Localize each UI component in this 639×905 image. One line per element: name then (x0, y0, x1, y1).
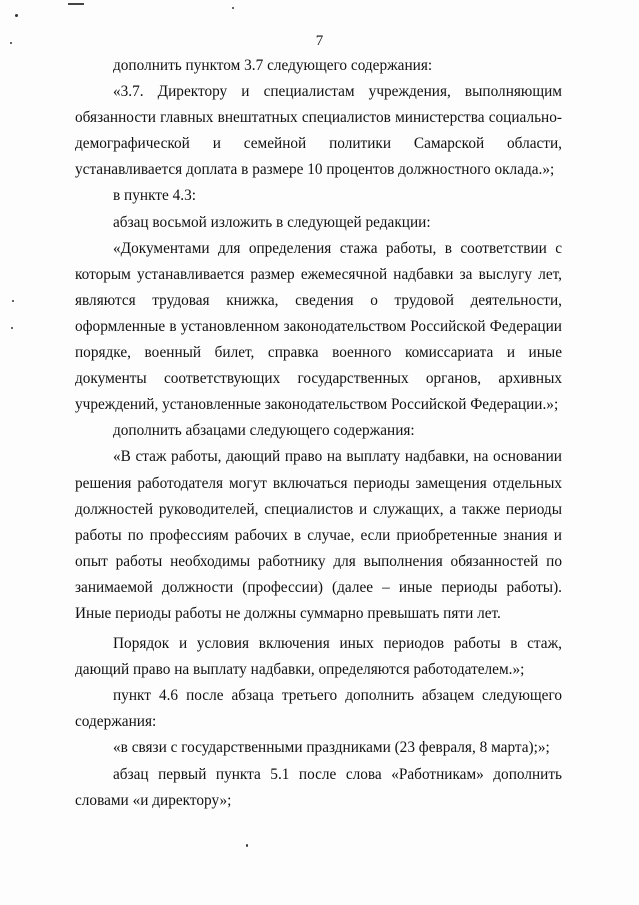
paragraph: «3.7. Директору и специалистам учреждения, выполняющим обязанности главных внештатных специалистов министерства социально-демографической и семейной политики Самарской области, устанавливается доплата в размере 10 процентов должностного оклада.»; (75, 83, 562, 179)
scan-speck (232, 7, 234, 9)
paragraph: «В стаж работы, дающий право на выплату надбавки, на основании решения работодателя могут включаться периоды замещения отдельных должностей руководителей, специалистов и служащих, а также периоды работы по профессиям рабочих в случае, если приобретенные знания и опыт работы необходимы работнику для выполнения обязанностей по занимаемой должности (профессии) (далее – иные периоды работы). Иные периоды работы не должны суммарно превышать пяти лет. (75, 448, 562, 622)
scan-speck (11, 327, 13, 329)
paragraph: «Документами для определения стажа работы, в соответствии с которым устанавливается размер ежемесячной надбавки за выслугу лет, являются трудовая книжка, сведения о трудовой деятельности, оформленные в установленном законодательством Российской Федерации порядке, военный билет, справка военного комиссариата и иные документы соответствующих государственных органов, архивных учреждений, установленные законодательством Российской Федерации.»; (75, 239, 562, 414)
paragraph: «в связи с государственными праздниками (23 февраля, 8 марта);»; (113, 739, 550, 757)
paragraph: пункт 4.6 после абзаца третьего дополнить абзацем следующего содержания: (75, 687, 562, 731)
scan-speck (15, 14, 18, 17)
paragraph: в пункте 4.3: (113, 187, 196, 205)
scan-mark (68, 3, 84, 5)
paragraph: абзац первый пункта 5.1 после слова «Работникам» дополнить словами «и директору»; (75, 765, 562, 809)
page-number: 7 (315, 33, 324, 49)
paragraph: дополнить абзацами следующего содержания: (113, 422, 415, 440)
scan-speck (12, 300, 14, 302)
scan-speck (10, 42, 12, 44)
scan-speck (246, 844, 248, 847)
paragraph: дополнить пунктом 3.7 следующего содержания: (113, 57, 433, 74)
document-body (75, 53, 562, 814)
paragraph: абзац восьмой изложить в следующей редакции: (113, 213, 431, 231)
paragraph: Порядок и условия включения иных периодов работы в стаж, дающий право на выплату надбавки, определяются работодателем.»; (75, 635, 562, 679)
